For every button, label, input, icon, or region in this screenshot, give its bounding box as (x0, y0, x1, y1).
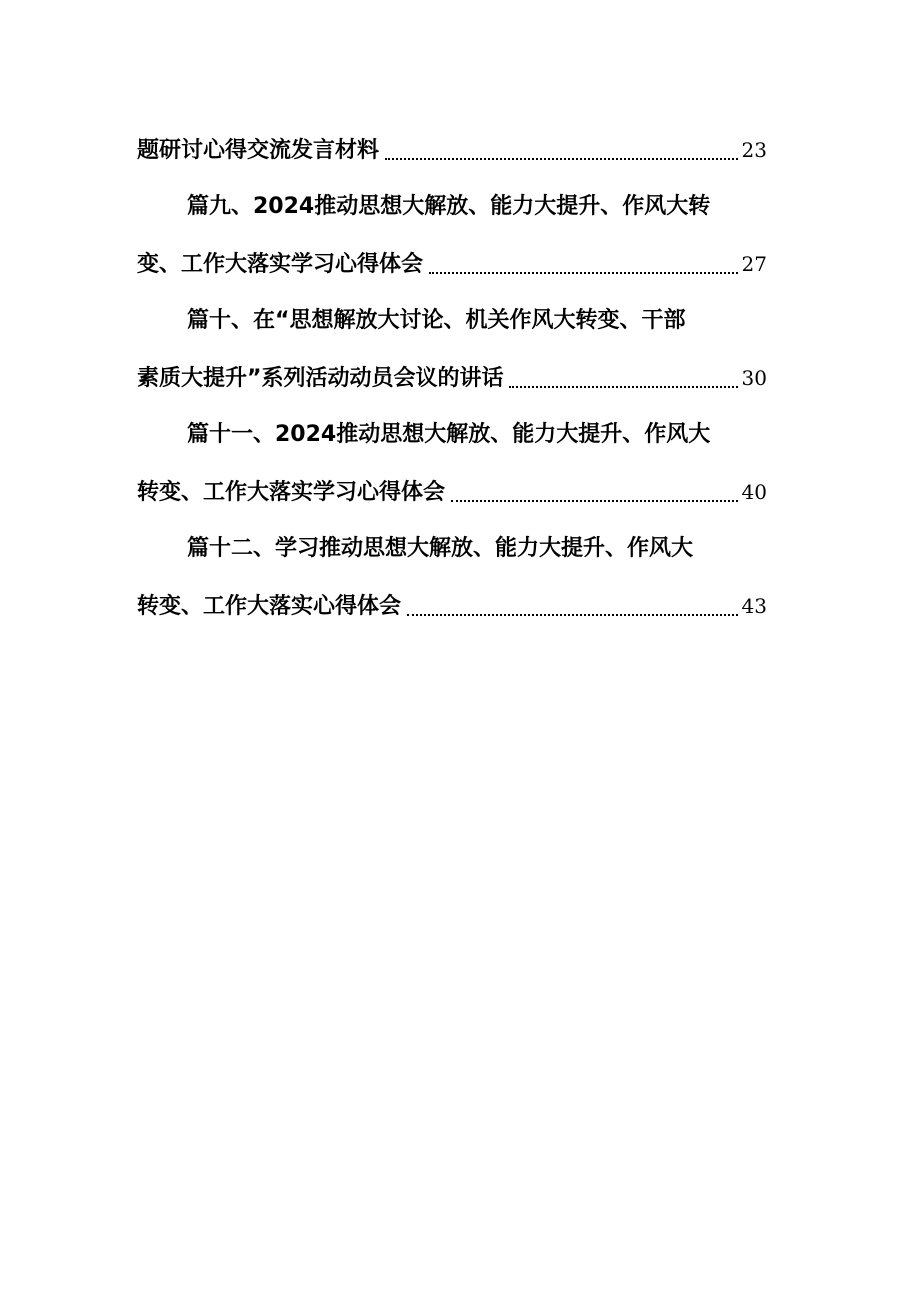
toc-page-number: 40 (741, 480, 767, 504)
toc-page-number: 30 (741, 366, 767, 390)
toc-entry-continuation[interactable] (137, 128, 767, 185)
table-of-contents (137, 128, 767, 641)
toc-entry-title: 转变、工作大落实心得体会 (137, 594, 402, 619)
toc-entry-title: 素质大提升”系列活动动员会议的讲话 (137, 366, 504, 391)
toc-entry-title-line[interactable]: 篇九、2024推动思想大解放、能力大提升、作风大转 (187, 194, 711, 219)
toc-dot-leader (429, 242, 738, 274)
toc-dot-leader (451, 470, 738, 502)
toc-entry[interactable] (137, 242, 767, 299)
toc-dot-leader (385, 128, 738, 160)
toc-entry[interactable] (137, 584, 767, 641)
toc-entry-title-line[interactable]: 篇十、在“思想解放大讨论、机关作风大转变、干部 (187, 308, 686, 333)
toc-entry[interactable] (137, 356, 767, 413)
toc-dot-leader (407, 584, 738, 616)
toc-entry-title-line[interactable]: 篇十一、2024推动思想大解放、能力大提升、作风大 (187, 422, 711, 447)
toc-page-number: 43 (741, 594, 767, 618)
toc-entry-title: 题研讨心得交流发言材料 (137, 138, 380, 163)
toc-entry[interactable] (137, 470, 767, 527)
toc-entry-title-line[interactable]: 篇十二、学习推动思想大解放、能力大提升、作风大 (187, 536, 694, 561)
toc-entry-title: 转变、工作大落实学习心得体会 (137, 480, 446, 505)
toc-page-number: 27 (741, 252, 767, 276)
toc-page-number: 23 (741, 138, 767, 162)
toc-entry-title: 变、工作大落实学习心得体会 (137, 252, 424, 277)
toc-dot-leader (509, 356, 737, 388)
